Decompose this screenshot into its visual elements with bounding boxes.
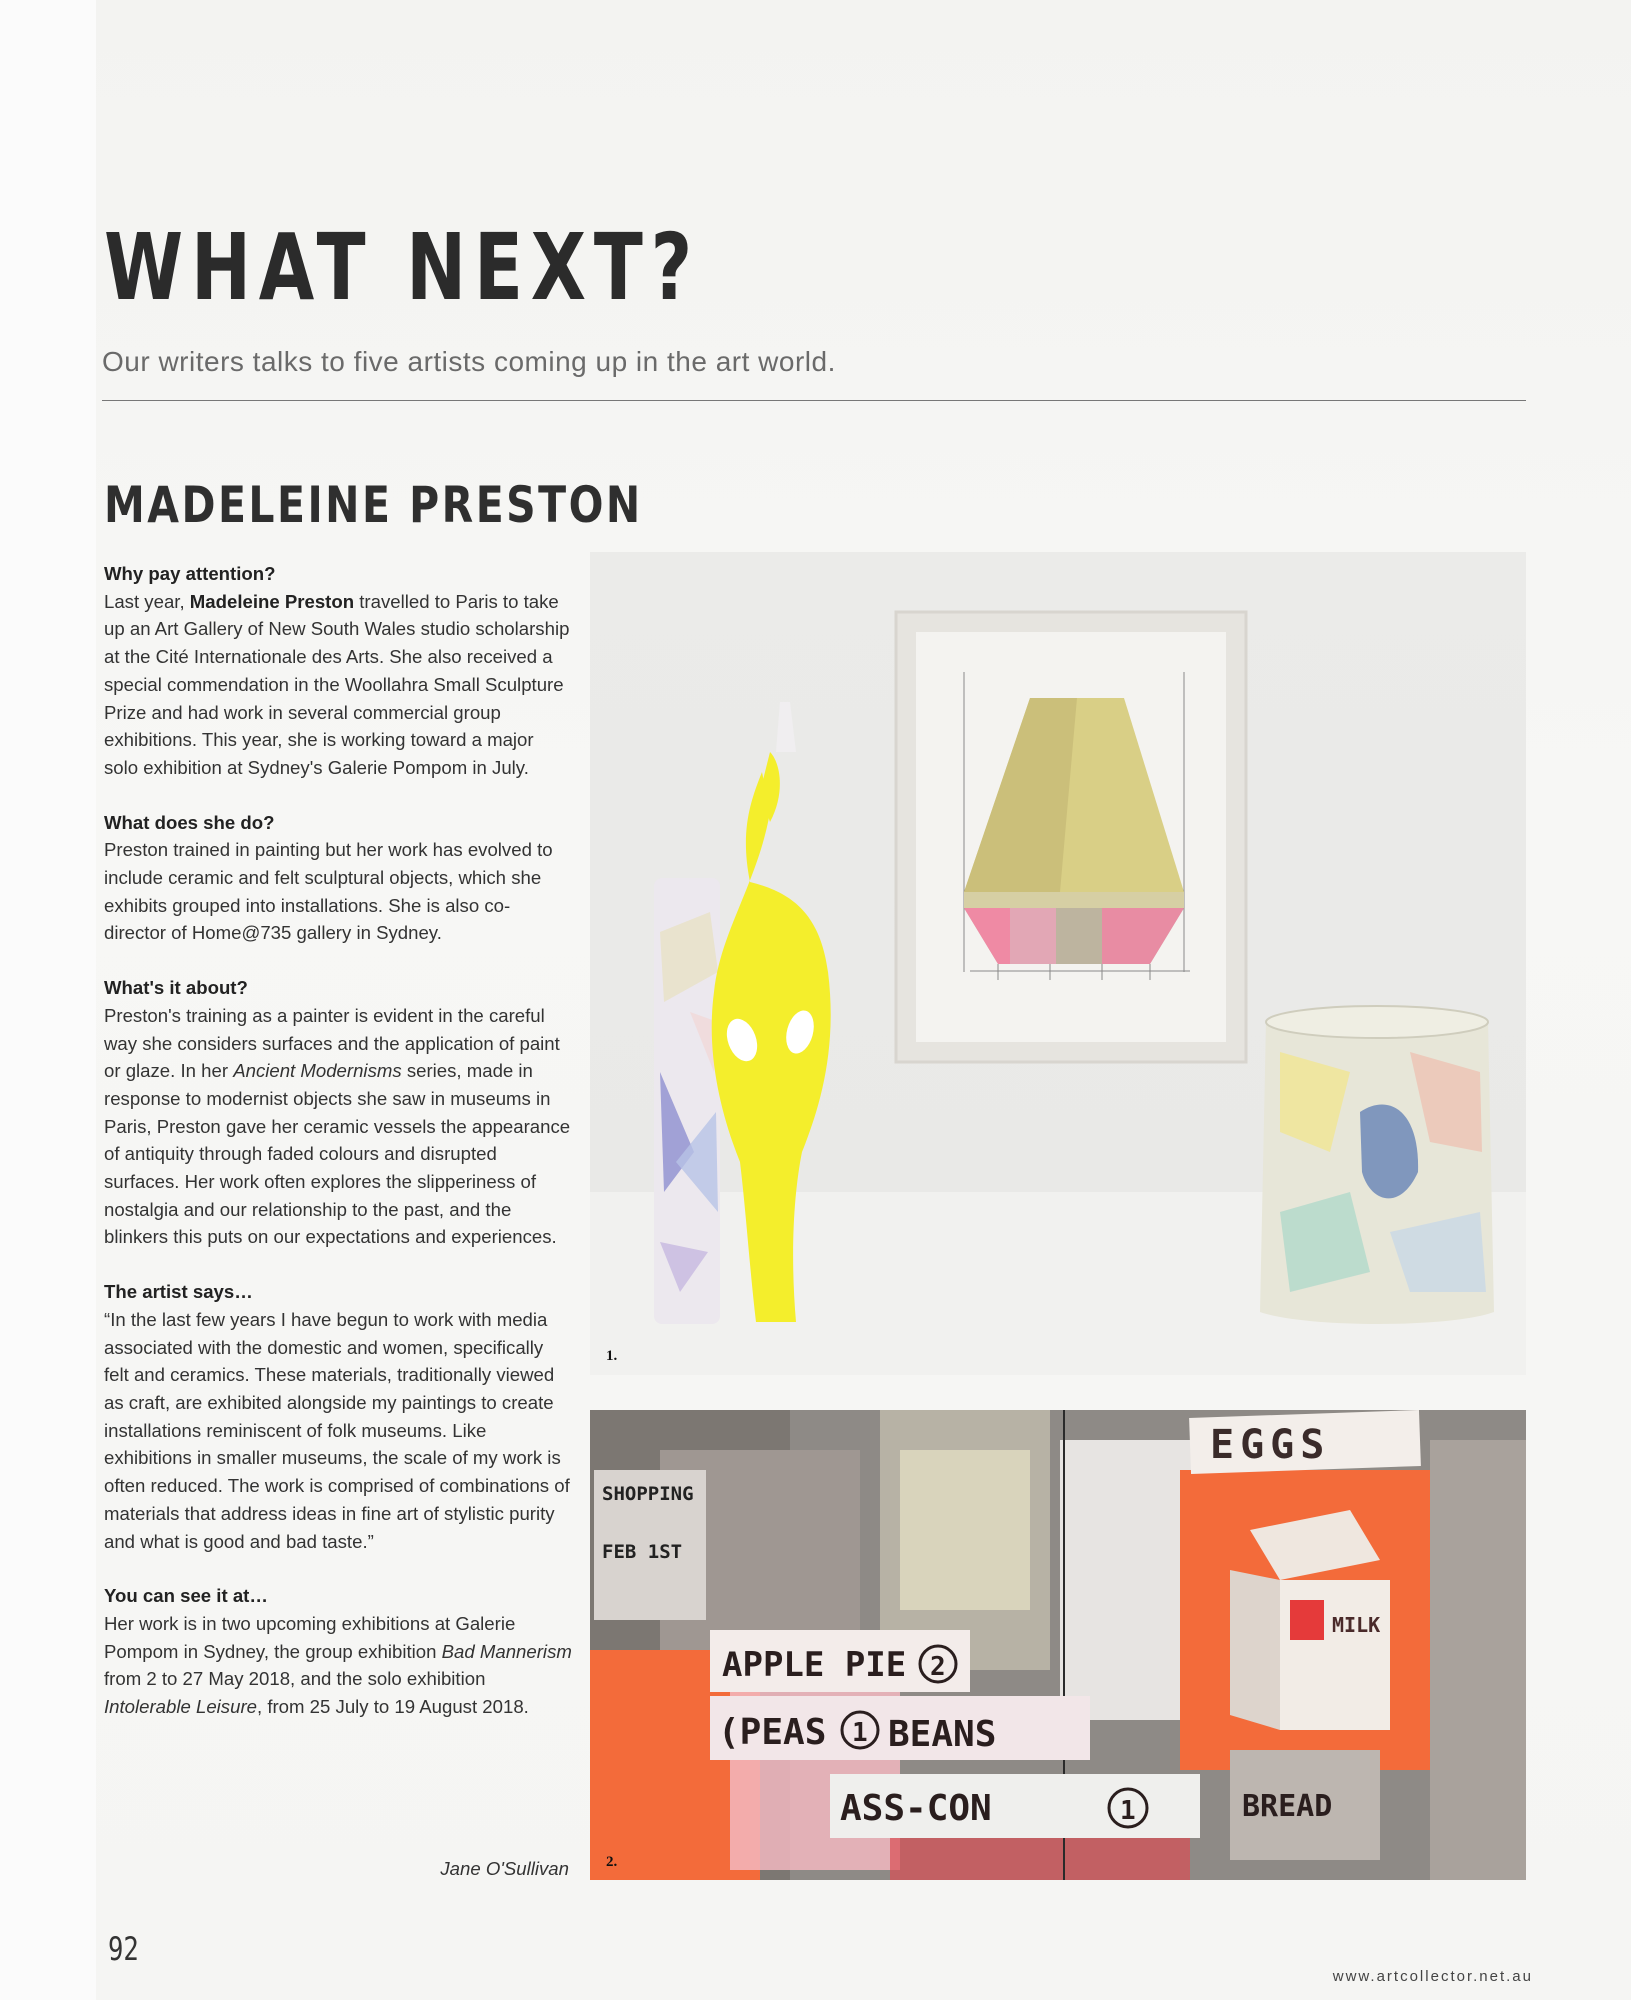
painted-word: BEANS [888,1714,997,1755]
shopping-painting [590,1410,1526,1880]
painted-word: SHOPPING [602,1483,694,1505]
page-number: 92 [108,1930,139,1968]
section-text: Preston trained in painting but her work has evolved to include ceramic and felt sculptural objects, which she exhibits grouped into installations. She is also co-director of Home@735 gallery in Sydney. [104,839,553,944]
painted-word: FEB 1ST [602,1541,683,1563]
painted-word: EGGS [1210,1422,1331,1468]
installation-photo [590,552,1526,1375]
section-artist-says [104,1278,572,1555]
section-text: Her work is in two upcoming exhibitions at Galerie Pompom in Sydney, the group exhibition Bad Mannerism from 2 to 27 May 2018, and the solo exhibition Intolerable Leisure, from 25 July to 19 August 2018. [104,1612,572,1718]
tall-ceramic-vessel [654,878,720,1324]
painted-word: ASS-CON [840,1788,992,1829]
wide-ceramic-pot [1260,1006,1494,1324]
series-title: Ancient Modernisms [233,1060,402,1082]
byline: Jane O'Sullivan [440,1858,569,1879]
section-why-pay-attention [104,560,572,782]
artist-name-inline: Madeleine Preston [189,590,355,612]
section-heading: Why pay attention? [104,563,276,584]
painted-word: APPLE PIE [722,1645,907,1685]
exhibition-title: Intolerable Leisure [104,1696,257,1718]
section-heading: What's it about? [104,977,248,999]
section-you-can-see-it-at [104,1582,572,1721]
artist-name: MADELEINE PRESTON [104,476,643,534]
divider [102,400,1526,401]
page-title: WHAT NEXT? [104,214,701,321]
figure-number: 1. [606,1348,618,1364]
section-text: Last year, Madeleine Preston travelled to Paris to take up an Art Gallery of New South Wales studio scholarship at the Cité Internationale des Arts. She also received a special commendation in the Woollahra Small Sculpture Prize and had work in several commercial group exhibitions. This year, she is working toward a major solo exhibition at Sydney's Galerie Pompom in July. [104,590,570,778]
painted-number: 2 [930,1652,946,1682]
section-heading: The artist says… [104,1281,253,1303]
painted-number: 1 [1120,1796,1136,1826]
section-text: Preston's training as a painter is evident in the careful way she considers surfaces and the application of paint or glaze. In her Ancient Modernisms series, made in response to modernist objects she saw in museums in Paris, Preston gave her ceramic vessels the appearance of antiquity through faded colours and disrupted surfaces. Her work often explores the slipperiness of nostalgia and our relationship to the past, and the blinkers this puts on our expectations and experiences. [104,1004,571,1248]
section-whats-it-about [104,974,572,1251]
figure-number: 2. [606,1854,618,1870]
painted-number: 1 [852,1718,868,1748]
section-heading: You can see it at… [104,1585,268,1607]
section-text: “In the last few years I have begun to work with media associated with the domestic and women, specifically felt and ceramics. These materials, traditionally viewed as craft, are exhibited alongside my paintings to create installations reminiscent of folk museums. Like exhibitions in smaller museums, the scale of my work is often reduced. The work is comprised of combinations of materials that address ideas in fine art of stylistic purity and what is good and bad taste.” [104,1308,570,1552]
painted-word: BREAD [1242,1789,1333,1824]
standfirst: Our writers talks to five artists coming up in the art world. [102,346,836,377]
footer-url: www.artcollector.net.au [1332,1968,1533,1985]
painted-word: (PEAS [718,1712,827,1753]
exhibition-title: Bad Mannerism [441,1640,572,1662]
painted-word: MILK [1332,1613,1381,1637]
section-heading: What does she do? [104,811,275,833]
page-margin [0,0,96,2000]
article-body [104,560,572,1748]
section-what-does-she-do [104,809,572,948]
